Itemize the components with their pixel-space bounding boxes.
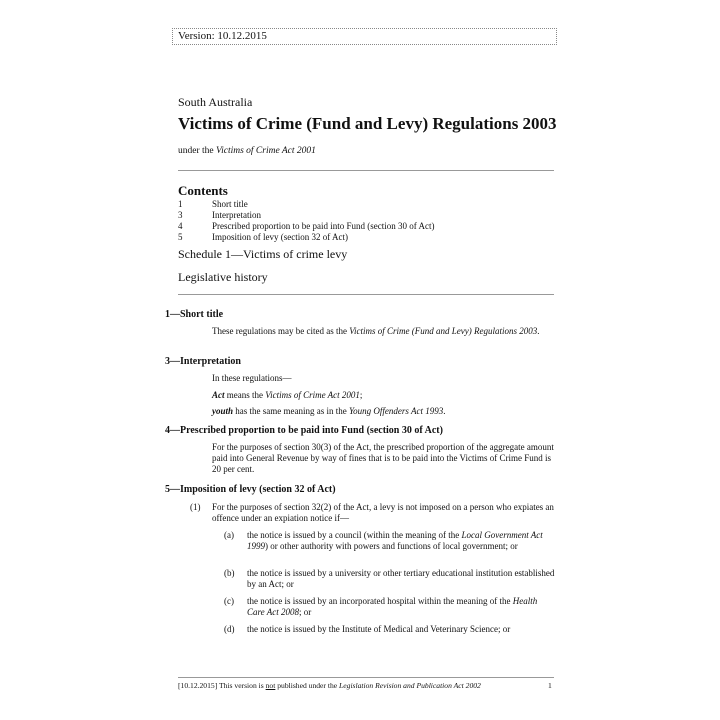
text-span: not [265, 681, 276, 690]
text-span: ; or [299, 607, 312, 617]
jurisdiction: South Australia [178, 95, 253, 109]
text-span: . [537, 326, 540, 336]
contents-heading: Contents [178, 183, 228, 198]
footer-divider [178, 677, 554, 678]
toc-item[interactable] [178, 221, 434, 232]
definition [212, 390, 554, 401]
subsection-number: (1) [190, 502, 201, 512]
text-span: has the same meaning as in the [233, 406, 349, 416]
toc-item[interactable] [178, 199, 434, 210]
under-prefix: under the [178, 146, 216, 156]
paragraph-label: (b) [224, 568, 235, 578]
section-heading: 3—Interpretation [165, 356, 241, 367]
paragraph-label: (a) [224, 530, 234, 540]
toc-item-label: Interpretation [212, 210, 261, 220]
text-span: the notice is issued by a council (within the meaning of the [247, 530, 462, 540]
act-reference: Legislation Revision and Publication Act 2002 [339, 681, 481, 690]
toc-item-number: 3 [178, 210, 183, 220]
paragraph-text [247, 596, 557, 618]
italic-title: Victims of Crime (Fund and Levy) Regulations 2003 [349, 326, 538, 336]
text-span: ) or other authority with powers and functions of local government; or [265, 541, 518, 551]
section-text [212, 326, 554, 337]
divider [178, 170, 554, 171]
section-heading: 4—Prescribed proportion to be paid into Fund (section 30 of Act) [165, 425, 443, 436]
version-label: Version: 10.12.2015 [178, 30, 267, 42]
paragraph-text: the notice is issued by the Institute of Medical and Veterinary Science; or [247, 624, 511, 634]
toc-legislative-history[interactable]: Legislative history [178, 270, 268, 284]
paragraph-label: (d) [224, 624, 235, 634]
act-reference[interactable]: Victims of Crime Act 2001 [265, 390, 360, 400]
defined-term: youth [212, 406, 234, 416]
act-reference[interactable]: Local Government Act 1999 [247, 530, 543, 551]
table-of-contents [178, 199, 434, 243]
subsection-text: For the purposes of section 32(2) of the Act, a levy is not imposed on a person who expiates an offence under an expiation notice if— [212, 502, 554, 523]
paragraph-text: the notice is issued by a university or other tertiary educational institution established by an Act; or [247, 568, 555, 589]
divider [178, 294, 554, 295]
under-act-link[interactable]: Victims of Crime Act 2001 [216, 146, 316, 156]
section-heading: 1—Short title [165, 309, 224, 320]
act-reference[interactable]: Health Care Act 2008 [247, 596, 538, 617]
defined-term: Act [212, 390, 225, 400]
document-title: Victims of Crime (Fund and Levy) Regulations 2003 [178, 114, 557, 133]
section-text: In these regulations— [212, 373, 292, 383]
toc-item-label: Short title [212, 199, 248, 209]
section-heading: 5—Imposition of levy (section 32 of Act) [165, 484, 336, 495]
definition [212, 406, 554, 417]
act-reference[interactable]: Young Offenders Act 1993 [348, 406, 444, 416]
page-number: 1 [548, 681, 552, 690]
text-span: published under the [275, 681, 340, 690]
toc-schedule[interactable]: Schedule 1—Victims of crime levy [178, 247, 348, 261]
paragraph-label: (c) [224, 596, 234, 606]
toc-item-number: 4 [178, 221, 183, 231]
section-text: For the purposes of section 30(3) of the Act, the prescribed proportion of the aggregate amount paid into General Revenue by way of fines that is to be paid into the Victims of Crime Fund is 20 per cent. [212, 442, 554, 474]
text-span: the notice is issued by an incorporated hospital within the meaning of the [247, 596, 513, 606]
toc-item[interactable] [178, 210, 434, 221]
footer-note [178, 681, 481, 690]
text-span: means the [224, 390, 266, 400]
paragraph-text [247, 530, 557, 552]
toc-item[interactable] [178, 232, 434, 243]
toc-item-number: 1 [178, 199, 183, 209]
toc-item-label: Imposition of levy (section 32 of Act) [212, 232, 348, 242]
toc-item-number: 5 [178, 232, 183, 242]
text-span: . [443, 406, 446, 416]
footer-date: [10.12.2015] [178, 681, 218, 690]
under-act-line [178, 146, 316, 156]
toc-item-label: Prescribed proportion to be paid into Fund (section 30 of Act) [212, 221, 435, 231]
version-box [172, 28, 557, 45]
text-span: ; [359, 390, 363, 400]
text-span: These regulations may be cited as the [212, 326, 350, 336]
text-span: This version is [217, 681, 266, 690]
